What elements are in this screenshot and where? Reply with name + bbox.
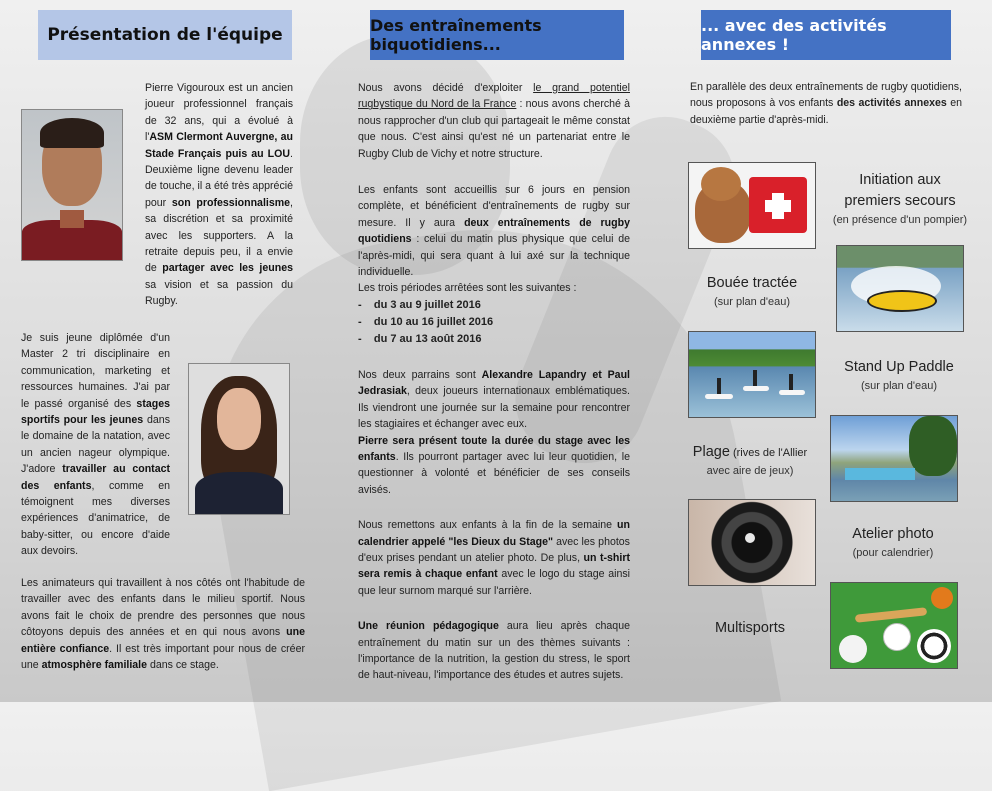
activity-title-bouee: Bouée tractée: [706, 275, 798, 291]
activity-title-plage: Plage (rives de l'Allier: [692, 444, 808, 460]
photo-premiers-secours: [688, 162, 816, 249]
date-item: - du 3 au 9 juillet 2016: [358, 298, 481, 311]
activity-sub-secours: (en présence d'un pompier): [832, 214, 968, 226]
text-animateurs: Les animateurs qui travaillent à nos côtés ont l'habitude de travailler avec des enfants dans le milieu sportif. Nous avons fait le choix de prendre des personnes que nous côtoyons depuis des années et en qui nous avons une entière confiance. Il est très important pour nous de créer une atmosphère familiale dans ce stage.: [21, 577, 305, 672]
header-team: Présentation de l'équipe: [38, 10, 292, 60]
photo-bouee-tractee: [836, 245, 964, 332]
activity-sub-bouee: (sur plan d'eau): [713, 296, 791, 308]
date-item: - du 10 au 16 juillet 2016: [358, 315, 494, 328]
para-parrains: Nos deux parrains sont Alexandre Lapandry et Paul Jedrasiak, deux joueurs internationaux emblématiques. Ils viendront une journée sur la semaine pour rencontrer les stagiaires et échanger avec eux. Pierre sera présent toute la durée du stage avec les enfants. Ils pourront partager avec lui leur quotidien, le questionner à volonté et bénéficier de ses conseils avisés.: [358, 368, 630, 496]
activity-title-multi: Multisports: [714, 620, 786, 636]
training-column-text: [358, 80, 630, 684]
header-training: Des entraînements biquotidiens...: [370, 10, 624, 60]
para-partenariat: Nous avons décidé d'exploiter le grand potentiel rugbystique du Nord de la France : nous avons cherché à nous rapprocher d'un club qui partageait le même constat que nous. C'est ainsi qu'est né un partenariat entre le Rugby Club de Vichy et notre structure.: [358, 82, 630, 160]
activity-title-photo: Atelier photo: [852, 526, 934, 542]
date-item: - du 7 au 13 août 2016: [358, 332, 482, 345]
photo-animatrice: [188, 363, 290, 515]
activity-sub-photo: (pour calendrier): [852, 547, 934, 559]
activities-intro: En parallèle des deux entraînements de rugby quotidiens, nous proposons à vos enfants des activités annexes en deuxième partie d'après-midi.: [690, 81, 962, 126]
photo-atelier-photo: [688, 499, 816, 586]
activity-title-secours: Initiation aux premiers secours: [844, 172, 956, 209]
photo-pierre-vigouroux: [21, 109, 123, 261]
date-list: [358, 297, 630, 348]
photo-multisports: [830, 582, 958, 669]
bio-animatrice: Je suis jeune diplômée d'un Master 2 tri disciplinaire en communication, marketing et ressources humaines. J'ai par le passé organisé des stages sportifs pour les jeunes dans le domaine de la natation, avec un ancien nageur olympique. J'adore travailler au contact des enfants, comme en témoignent mes diverses expériences d'animatrice, de baby-sitter, ou encore d'aide aux devoirs.: [21, 332, 171, 558]
photo-plage: [830, 415, 958, 502]
para-reunion: Une réunion pédagogique aura lieu après chaque entraînement du matin sur un des thèmes suivants : l'importance de la nutrition, la gestion du stress, le sport de haut-niveau, l'importance des études et autres sujets.: [358, 620, 630, 682]
para-calendrier: Nous remettons aux enfants à la fin de la semaine un calendrier appelé "les Dieux du Stage" avec les photos d'eux prises pendant un atelier photo. De plus, un t-shirt sera remis à chaque enfant avec le logo du stage ainsi que leur surnom marqué sur l'arrière.: [358, 519, 630, 597]
bio-pierre: Pierre Vigouroux est un ancien joueur professionnel français de 32 ans, qui a évolué à l'ASM Clermont Auvergne, au Stade Français puis au LOU. Deuxième ligne devenu leader de touche, il a été très apprécié pour son professionnalisme, sa discrétion et sa proximité avec les supporters. A la retraite depuis peu, il a envie de partager avec les jeunes sa vision et sa passion du Rugby.: [145, 82, 293, 308]
activity-sub-sup: (sur plan d'eau): [860, 380, 938, 392]
photo-stand-up-paddle: [688, 331, 816, 418]
activity-title-sup: Stand Up Paddle: [844, 359, 954, 375]
header-activities: ... avec des activités annexes !: [701, 10, 951, 60]
para-entrainements: Les enfants sont accueillis sur 6 jours en pension complète, et bénéficient d'entraînements de rugby sur mesure. Il y aura deux entraînements de rugby quotidiens : celui du matin plus physique que celui de l'après-midi, qui sera quant à lui axé sur la technique individuelle. Les trois périodes arrêtées sont les suivantes :: [358, 184, 630, 295]
activity-sub-plage: avec aire de jeux): [706, 465, 794, 477]
